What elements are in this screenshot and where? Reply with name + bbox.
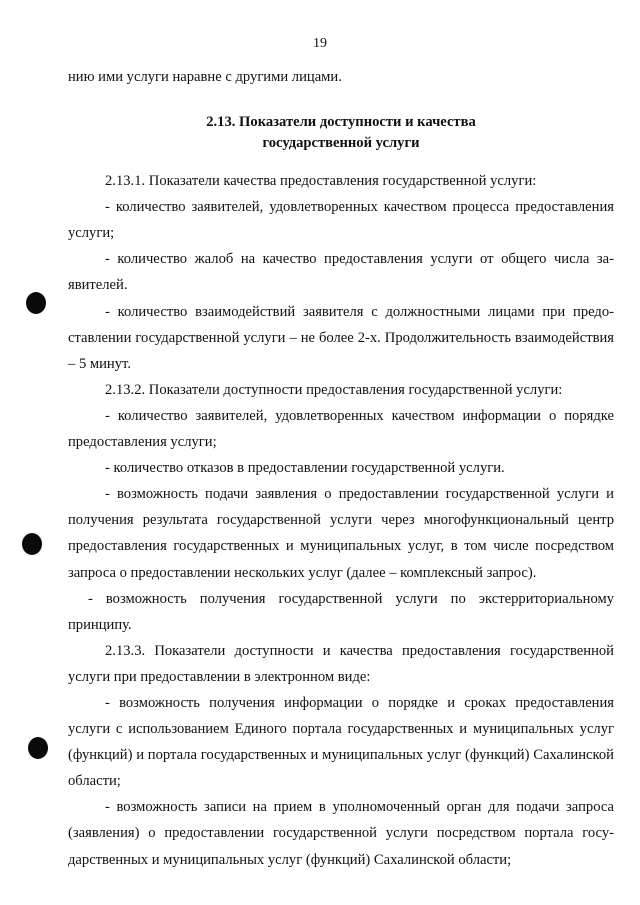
- paragraph-2-13-1: 2.13.1. Показатели качества предоставления государственной услуги:: [105, 173, 537, 190]
- paragraph-2-13-2: 2.13.2. Показатели доступности предоставления государственной услуги:: [105, 381, 563, 398]
- section-title: [68, 112, 614, 154]
- list-item-mfc-submission: - возможность подачи заявления о предоставлении государственной услуги и получения результата государственной услуги через многофункциональный центр предоставления государственных и муниципальных услуг, в том числе посредством запроса о предоставлении нескольких услуг (далее – комплексный запрос).: [68, 486, 614, 581]
- list-item-appointment-booking: - возможность записи на прием в уполномоченный орган для подачи запроса (заявления) о предоставлении государственной услуги посредством портала государственных и муниципальных услуг (функций) Сахалинской области;: [68, 799, 614, 868]
- document-body: [68, 64, 614, 873]
- list-item-interactions: - количество взаимодействий заявителя с должностными лицами при предоставлении государственной услуги – не более 2-х. Продолжительность взаимодействия – 5 минут.: [68, 303, 614, 372]
- paragraph-2-13-3: 2.13.3. Показатели доступности и качества предоставления государственной услуги при предоставлении в электронном виде:: [68, 642, 614, 685]
- continued-paragraph: нию ими услуги наравне с другими лицами.: [68, 69, 342, 85]
- list-item-refusals: - количество отказов в предоставлении государственной услуги.: [105, 460, 505, 477]
- section-title-line-1: 2.13. Показатели доступности и качества: [206, 114, 476, 131]
- list-item-applicants-satisfied-process: - количество заявителей, удовлетворенных качеством процесса предоставления услуги;: [68, 199, 614, 242]
- page-number: 19: [313, 36, 327, 51]
- binder-hole-mark: [22, 533, 42, 555]
- section-title-line-2: государственной услуги: [262, 135, 420, 152]
- list-item-complaints: - количество жалоб на качество предоставления услуги от общего числа заявителей.: [68, 251, 614, 294]
- binder-hole-mark: [28, 737, 48, 759]
- list-item-extraterritorial: - возможность получения государственной услуги по экстерриториальному принципу.: [68, 590, 614, 633]
- list-item-info-portal: - возможность получения информации о порядке и сроках предоставления услуги с использованием Единого портала государственных и муниципальных услуг (функций) и портала государственных и муниципальных услуг (функций) Сахалинской области;: [68, 694, 614, 790]
- binder-hole-mark: [26, 292, 46, 314]
- list-item-applicants-satisfied-info: - количество заявителей, удовлетворенных качеством информации о порядке предоставления услуги;: [68, 407, 614, 451]
